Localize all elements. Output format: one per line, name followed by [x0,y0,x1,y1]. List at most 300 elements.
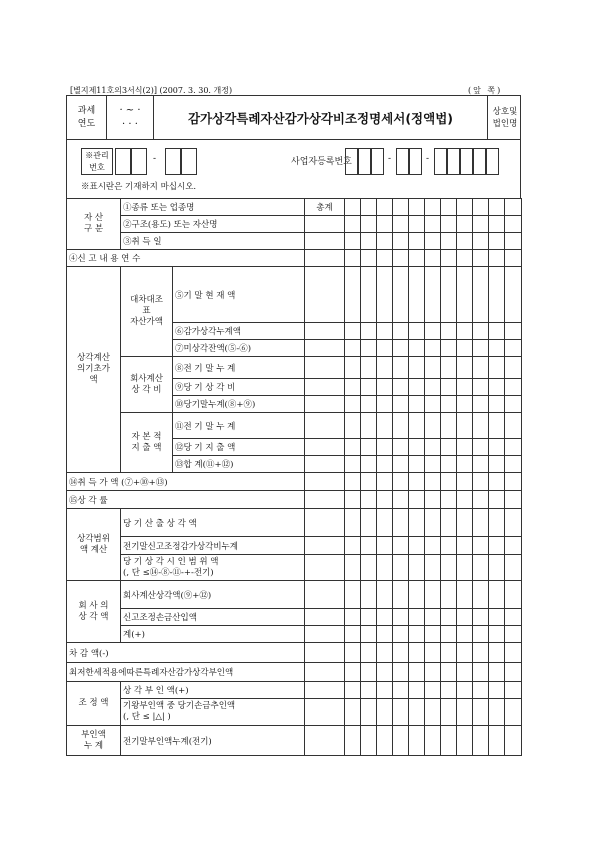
value-cell[interactable] [377,199,393,216]
value-cell[interactable] [441,456,457,473]
value-cell[interactable] [489,439,505,456]
value-cell[interactable] [409,537,425,555]
value-cell[interactable] [489,216,505,233]
value-cell[interactable] [377,663,393,682]
value-cell[interactable] [489,323,505,340]
value-cell[interactable] [393,357,409,379]
value-cell[interactable] [473,581,489,609]
value-cell[interactable] [377,233,393,250]
value-cell[interactable] [377,537,393,555]
value-cell[interactable] [393,456,409,473]
value-cell[interactable] [425,626,441,643]
total-cell[interactable] [305,216,345,233]
business-number-box[interactable] [371,148,384,175]
value-cell[interactable] [425,250,441,267]
value-cell[interactable] [393,216,409,233]
value-cell[interactable] [457,456,473,473]
value-cell[interactable] [361,267,377,323]
total-cell[interactable] [305,726,345,756]
value-cell[interactable] [441,199,457,216]
value-cell[interactable] [505,379,522,396]
value-cell[interactable] [457,609,473,626]
value-cell[interactable] [425,663,441,682]
value-cell[interactable] [457,555,473,581]
value-cell[interactable] [377,267,393,323]
value-cell[interactable] [377,413,393,439]
value-cell[interactable] [441,626,457,643]
value-cell[interactable] [457,340,473,357]
value-cell[interactable] [489,357,505,379]
value-cell[interactable] [441,413,457,439]
value-cell[interactable] [345,250,361,267]
value-cell[interactable] [457,473,473,491]
value-cell[interactable] [457,199,473,216]
value-cell[interactable] [441,357,457,379]
business-number-box[interactable] [460,148,473,175]
value-cell[interactable] [441,379,457,396]
value-cell[interactable] [441,473,457,491]
business-number-box[interactable] [447,148,460,175]
value-cell[interactable] [457,509,473,537]
value-cell[interactable] [345,396,361,413]
value-cell[interactable] [457,233,473,250]
value-cell[interactable] [345,199,361,216]
value-cell[interactable] [393,379,409,396]
value-cell[interactable] [505,663,522,682]
value-cell[interactable] [361,509,377,537]
value-cell[interactable] [345,682,361,699]
value-cell[interactable] [409,439,425,456]
tax-year-field[interactable] [107,96,154,139]
value-cell[interactable] [425,537,441,555]
value-cell[interactable] [489,199,505,216]
value-cell[interactable] [489,456,505,473]
value-cell[interactable] [425,581,441,609]
value-cell[interactable] [377,439,393,456]
value-cell[interactable] [409,663,425,682]
total-cell[interactable] [305,379,345,396]
value-cell[interactable] [441,250,457,267]
value-cell[interactable] [457,396,473,413]
total-cell[interactable] [305,456,345,473]
value-cell[interactable] [377,473,393,491]
value-cell[interactable] [409,491,425,509]
value-cell[interactable] [393,323,409,340]
value-cell[interactable] [377,456,393,473]
value-cell[interactable] [457,216,473,233]
value-cell[interactable] [441,699,457,726]
value-cell[interactable] [377,379,393,396]
total-cell[interactable] [305,340,345,357]
value-cell[interactable] [441,537,457,555]
value-cell[interactable] [409,609,425,626]
value-cell[interactable] [473,199,489,216]
value-cell[interactable] [393,509,409,537]
value-cell[interactable] [489,396,505,413]
total-cell[interactable] [305,267,345,323]
value-cell[interactable] [393,609,409,626]
value-cell[interactable] [473,357,489,379]
value-cell[interactable] [505,199,522,216]
value-cell[interactable] [377,609,393,626]
value-cell[interactable] [361,643,377,663]
total-cell[interactable] [305,663,345,682]
value-cell[interactable] [505,267,522,323]
value-cell[interactable] [473,250,489,267]
value-cell[interactable] [473,491,489,509]
business-number-box[interactable] [486,148,499,175]
value-cell[interactable] [425,491,441,509]
value-cell[interactable] [457,439,473,456]
value-cell[interactable] [473,609,489,626]
value-cell[interactable] [361,250,377,267]
value-cell[interactable] [409,413,425,439]
value-cell[interactable] [505,233,522,250]
value-cell[interactable] [409,699,425,726]
value-cell[interactable] [473,699,489,726]
value-cell[interactable] [409,250,425,267]
value-cell[interactable] [489,726,505,756]
value-cell[interactable] [345,509,361,537]
business-number-box[interactable] [434,148,447,175]
value-cell[interactable] [377,699,393,726]
value-cell[interactable] [441,396,457,413]
value-cell[interactable] [393,491,409,509]
value-cell[interactable] [393,626,409,643]
total-cell[interactable] [305,682,345,699]
value-cell[interactable] [345,581,361,609]
value-cell[interactable] [441,609,457,626]
value-cell[interactable] [425,682,441,699]
value-cell[interactable] [441,555,457,581]
value-cell[interactable] [457,537,473,555]
value-cell[interactable] [473,233,489,250]
value-cell[interactable] [441,581,457,609]
value-cell[interactable] [441,267,457,323]
value-cell[interactable] [457,643,473,663]
value-cell[interactable] [409,456,425,473]
value-cell[interactable] [505,699,522,726]
value-cell[interactable] [473,555,489,581]
value-cell[interactable] [441,340,457,357]
value-cell[interactable] [409,581,425,609]
value-cell[interactable] [489,643,505,663]
value-cell[interactable] [393,396,409,413]
value-cell[interactable] [457,699,473,726]
value-cell[interactable] [377,581,393,609]
value-cell[interactable] [377,555,393,581]
value-cell[interactable] [473,682,489,699]
value-cell[interactable] [425,340,441,357]
total-cell[interactable] [305,643,345,663]
value-cell[interactable] [361,682,377,699]
value-cell[interactable] [345,323,361,340]
value-cell[interactable] [409,357,425,379]
value-cell[interactable] [425,267,441,323]
value-cell[interactable] [377,509,393,537]
value-cell[interactable] [457,626,473,643]
value-cell[interactable] [441,682,457,699]
total-cell[interactable] [305,581,345,609]
value-cell[interactable] [345,413,361,439]
value-cell[interactable] [361,439,377,456]
value-cell[interactable] [345,609,361,626]
value-cell[interactable] [441,233,457,250]
value-cell[interactable] [345,555,361,581]
value-cell[interactable] [505,581,522,609]
value-cell[interactable] [473,323,489,340]
value-cell[interactable] [393,699,409,726]
value-cell[interactable] [361,555,377,581]
value-cell[interactable] [473,413,489,439]
value-cell[interactable] [377,491,393,509]
value-cell[interactable] [345,456,361,473]
value-cell[interactable] [409,726,425,756]
value-cell[interactable] [425,609,441,626]
value-cell[interactable] [409,233,425,250]
value-cell[interactable] [361,473,377,491]
business-number-box[interactable] [409,148,422,175]
value-cell[interactable] [361,537,377,555]
total-cell[interactable] [305,626,345,643]
value-cell[interactable] [345,491,361,509]
value-cell[interactable] [361,491,377,509]
value-cell[interactable] [361,456,377,473]
value-cell[interactable] [345,537,361,555]
value-cell[interactable] [377,626,393,643]
value-cell[interactable] [345,267,361,323]
value-cell[interactable] [473,473,489,491]
total-cell[interactable] [305,609,345,626]
value-cell[interactable] [361,233,377,250]
value-cell[interactable] [361,323,377,340]
value-cell[interactable] [505,439,522,456]
value-cell[interactable] [377,250,393,267]
value-cell[interactable] [473,643,489,663]
total-cell[interactable] [305,699,345,726]
value-cell[interactable] [425,643,441,663]
value-cell[interactable] [505,626,522,643]
value-cell[interactable] [489,340,505,357]
value-cell[interactable] [505,357,522,379]
total-cell[interactable] [305,555,345,581]
value-cell[interactable] [505,216,522,233]
value-cell[interactable] [377,357,393,379]
value-cell[interactable] [409,199,425,216]
value-cell[interactable] [473,439,489,456]
value-cell[interactable] [441,643,457,663]
value-cell[interactable] [377,340,393,357]
value-cell[interactable] [425,216,441,233]
value-cell[interactable] [361,340,377,357]
value-cell[interactable] [473,456,489,473]
value-cell[interactable] [409,555,425,581]
value-cell[interactable] [361,379,377,396]
value-cell[interactable] [441,491,457,509]
value-cell[interactable] [441,509,457,537]
value-cell[interactable] [489,473,505,491]
value-cell[interactable] [505,726,522,756]
value-cell[interactable] [489,609,505,626]
value-cell[interactable] [409,379,425,396]
value-cell[interactable] [505,340,522,357]
value-cell[interactable] [345,233,361,250]
total-cell[interactable] [305,473,345,491]
value-cell[interactable] [409,682,425,699]
value-cell[interactable] [393,537,409,555]
value-cell[interactable] [473,537,489,555]
value-cell[interactable] [377,396,393,413]
value-cell[interactable] [457,413,473,439]
value-cell[interactable] [345,699,361,726]
value-cell[interactable] [489,663,505,682]
value-cell[interactable] [409,216,425,233]
value-cell[interactable] [441,726,457,756]
value-cell[interactable] [489,537,505,555]
value-cell[interactable] [393,726,409,756]
value-cell[interactable] [345,473,361,491]
value-cell[interactable] [489,581,505,609]
value-cell[interactable] [505,456,522,473]
value-cell[interactable] [393,340,409,357]
value-cell[interactable] [361,357,377,379]
value-cell[interactable] [425,555,441,581]
value-cell[interactable] [489,267,505,323]
business-number-box[interactable] [473,148,486,175]
value-cell[interactable] [505,537,522,555]
value-cell[interactable] [425,413,441,439]
value-cell[interactable] [377,726,393,756]
value-cell[interactable] [505,682,522,699]
value-cell[interactable] [409,396,425,413]
management-number-box[interactable] [131,148,147,175]
value-cell[interactable] [489,250,505,267]
value-cell[interactable] [361,396,377,413]
value-cell[interactable] [489,491,505,509]
value-cell[interactable] [377,216,393,233]
value-cell[interactable] [505,396,522,413]
value-cell[interactable] [473,396,489,413]
value-cell[interactable] [409,323,425,340]
total-cell[interactable] [305,323,345,340]
value-cell[interactable] [457,267,473,323]
business-number-box[interactable] [396,148,409,175]
value-cell[interactable] [457,357,473,379]
value-cell[interactable] [393,439,409,456]
value-cell[interactable] [377,323,393,340]
value-cell[interactable] [473,626,489,643]
total-cell[interactable] [305,491,345,509]
value-cell[interactable] [361,609,377,626]
value-cell[interactable] [457,250,473,267]
value-cell[interactable] [425,379,441,396]
value-cell[interactable] [425,233,441,250]
value-cell[interactable] [505,250,522,267]
value-cell[interactable] [441,439,457,456]
total-cell[interactable] [305,509,345,537]
value-cell[interactable] [425,199,441,216]
value-cell[interactable] [425,726,441,756]
management-number-box[interactable] [165,148,181,175]
total-cell[interactable] [305,250,345,267]
value-cell[interactable] [425,323,441,340]
value-cell[interactable] [409,340,425,357]
value-cell[interactable] [489,555,505,581]
value-cell[interactable] [409,509,425,537]
value-cell[interactable] [393,663,409,682]
value-cell[interactable] [393,267,409,323]
value-cell[interactable] [393,473,409,491]
business-number-box[interactable] [358,148,371,175]
value-cell[interactable] [457,379,473,396]
value-cell[interactable] [457,323,473,340]
total-cell[interactable] [305,413,345,439]
value-cell[interactable] [505,509,522,537]
business-number-box[interactable] [345,148,358,175]
value-cell[interactable] [377,682,393,699]
value-cell[interactable] [361,699,377,726]
value-cell[interactable] [473,663,489,682]
value-cell[interactable] [361,663,377,682]
value-cell[interactable] [361,216,377,233]
value-cell[interactable] [425,456,441,473]
value-cell[interactable] [505,643,522,663]
total-cell[interactable] [305,537,345,555]
total-cell[interactable] [305,439,345,456]
value-cell[interactable] [409,643,425,663]
value-cell[interactable] [473,340,489,357]
value-cell[interactable] [457,682,473,699]
value-cell[interactable] [393,682,409,699]
value-cell[interactable] [409,473,425,491]
value-cell[interactable] [473,379,489,396]
value-cell[interactable] [409,267,425,323]
value-cell[interactable] [377,643,393,663]
value-cell[interactable] [425,509,441,537]
value-cell[interactable] [441,323,457,340]
value-cell[interactable] [345,626,361,643]
value-cell[interactable] [505,323,522,340]
value-cell[interactable] [345,663,361,682]
value-cell[interactable] [345,726,361,756]
value-cell[interactable] [425,396,441,413]
value-cell[interactable] [457,663,473,682]
value-cell[interactable] [473,216,489,233]
value-cell[interactable] [393,250,409,267]
value-cell[interactable] [361,581,377,609]
value-cell[interactable] [393,643,409,663]
value-cell[interactable] [345,439,361,456]
value-cell[interactable] [393,555,409,581]
total-cell[interactable] [305,357,345,379]
value-cell[interactable] [489,379,505,396]
value-cell[interactable] [393,581,409,609]
value-cell[interactable] [441,216,457,233]
value-cell[interactable] [361,726,377,756]
value-cell[interactable] [489,509,505,537]
value-cell[interactable] [505,491,522,509]
value-cell[interactable] [409,626,425,643]
value-cell[interactable] [361,413,377,439]
value-cell[interactable] [345,357,361,379]
management-number-box[interactable] [115,148,131,175]
value-cell[interactable] [393,199,409,216]
total-cell[interactable] [305,396,345,413]
value-cell[interactable] [457,491,473,509]
value-cell[interactable] [361,626,377,643]
value-cell[interactable] [457,581,473,609]
value-cell[interactable] [361,199,377,216]
